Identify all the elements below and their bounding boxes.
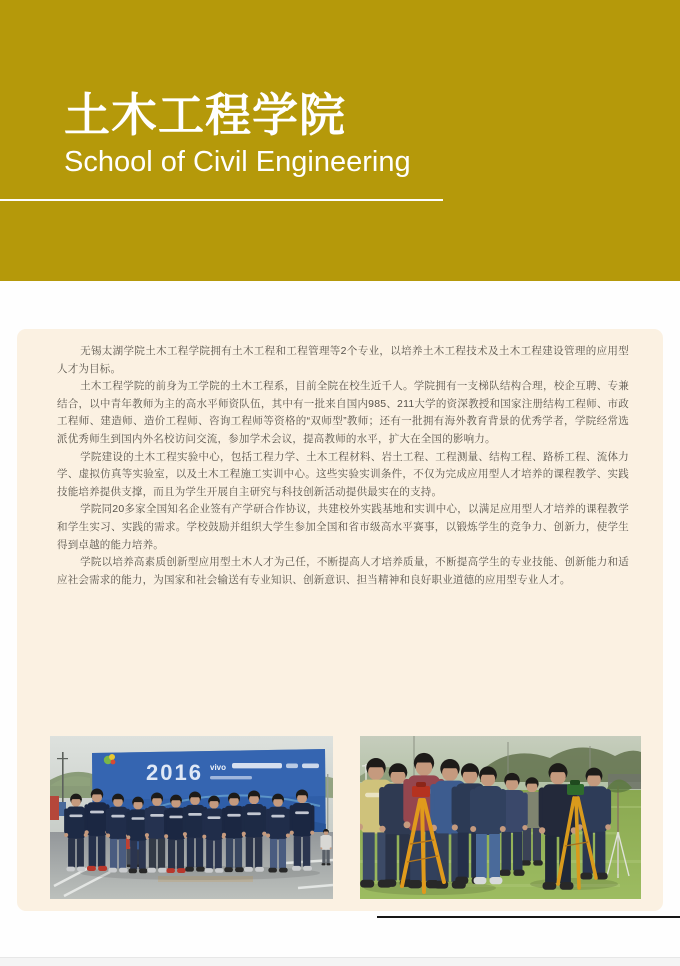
paragraph-4: 学院同20多家全国知名企业签有产学研合作协议，共建校外实践基地和实训中心，以满足应用型人才培养的课程教学和学生实习、实践的需求。学校鼓励并组织大学生参加全国和省市级高水平赛事，以锻炼学生的竞争力、创新力，使学生得到卓越的能力培养。 (57, 503, 629, 551)
paragraph-2: 土木工程学院的前身为工学院的土木工程系，目前全院在校生近千人。学院拥有一支梯队结构合理，校企互聘、专兼结合，以中青年教师为主的高水平师资队伍，其中有一批来自国内985、211大学的资深教授和国家注册结构工程师、市政工程师、建造师、造价工程师、咨询工程师等资格的“双师型”教师；还有一批拥有海外教育背景的优秀学者，学院经常选派优秀师生到国内外名校访问交流，参加学术会议，提高教师的水平，扩大在全国的影响力。 (57, 380, 629, 445)
page-title: 土木工程学院 (64, 89, 346, 141)
header-banner (0, 0, 680, 281)
photo-basketball-team (50, 736, 333, 899)
page-subtitle: School of Civil Engineering (64, 146, 411, 178)
banner-brand-text: vivo (210, 763, 227, 772)
paragraph-3: 学院建设的土木工程实验中心，包括工程力学、土木工程材料、岩土工程、工程测量、结构工程、路桥工程、流体力学、虚拟仿真等实验室，以及土木工程施工实训中心。这些实验实训条件，不仅为完成应用型人才培养的课程教学、实践技能培养提供支撑，而且为学生开展自主研究与科技创新活动提供最实在的支持。 (57, 450, 629, 498)
survey-instrument-red (412, 786, 430, 797)
surveying-photo-art (360, 736, 641, 899)
utility-pole (62, 752, 64, 802)
footer-strip (0, 957, 680, 966)
survey-instrument-green (567, 784, 584, 795)
basketball-photo-art (50, 736, 333, 899)
bottom-rule (377, 916, 680, 918)
paragraph-5: 学院以培养高素质创新型应用型土木人才为己任，不断提高人才培养质量，不断提高学生的专业技能、创新能力和适应社会需求的能力，为国家和社会输送有专业知识、创新意识、担当精神和良好职业道德的应用型专业人才。 (57, 556, 629, 586)
header-rule (0, 199, 443, 201)
photo-surveying-practice (360, 736, 641, 899)
banner-year-text: 2016 (146, 760, 203, 785)
paragraph-1: 无锡太湖学院土木工程学院拥有土木工程和工程管理等2个专业，以培养土木工程技术及土木工程建设管理的应用型人才为目标。 (57, 345, 629, 375)
content-panel (17, 329, 663, 911)
intro-text (57, 343, 629, 589)
